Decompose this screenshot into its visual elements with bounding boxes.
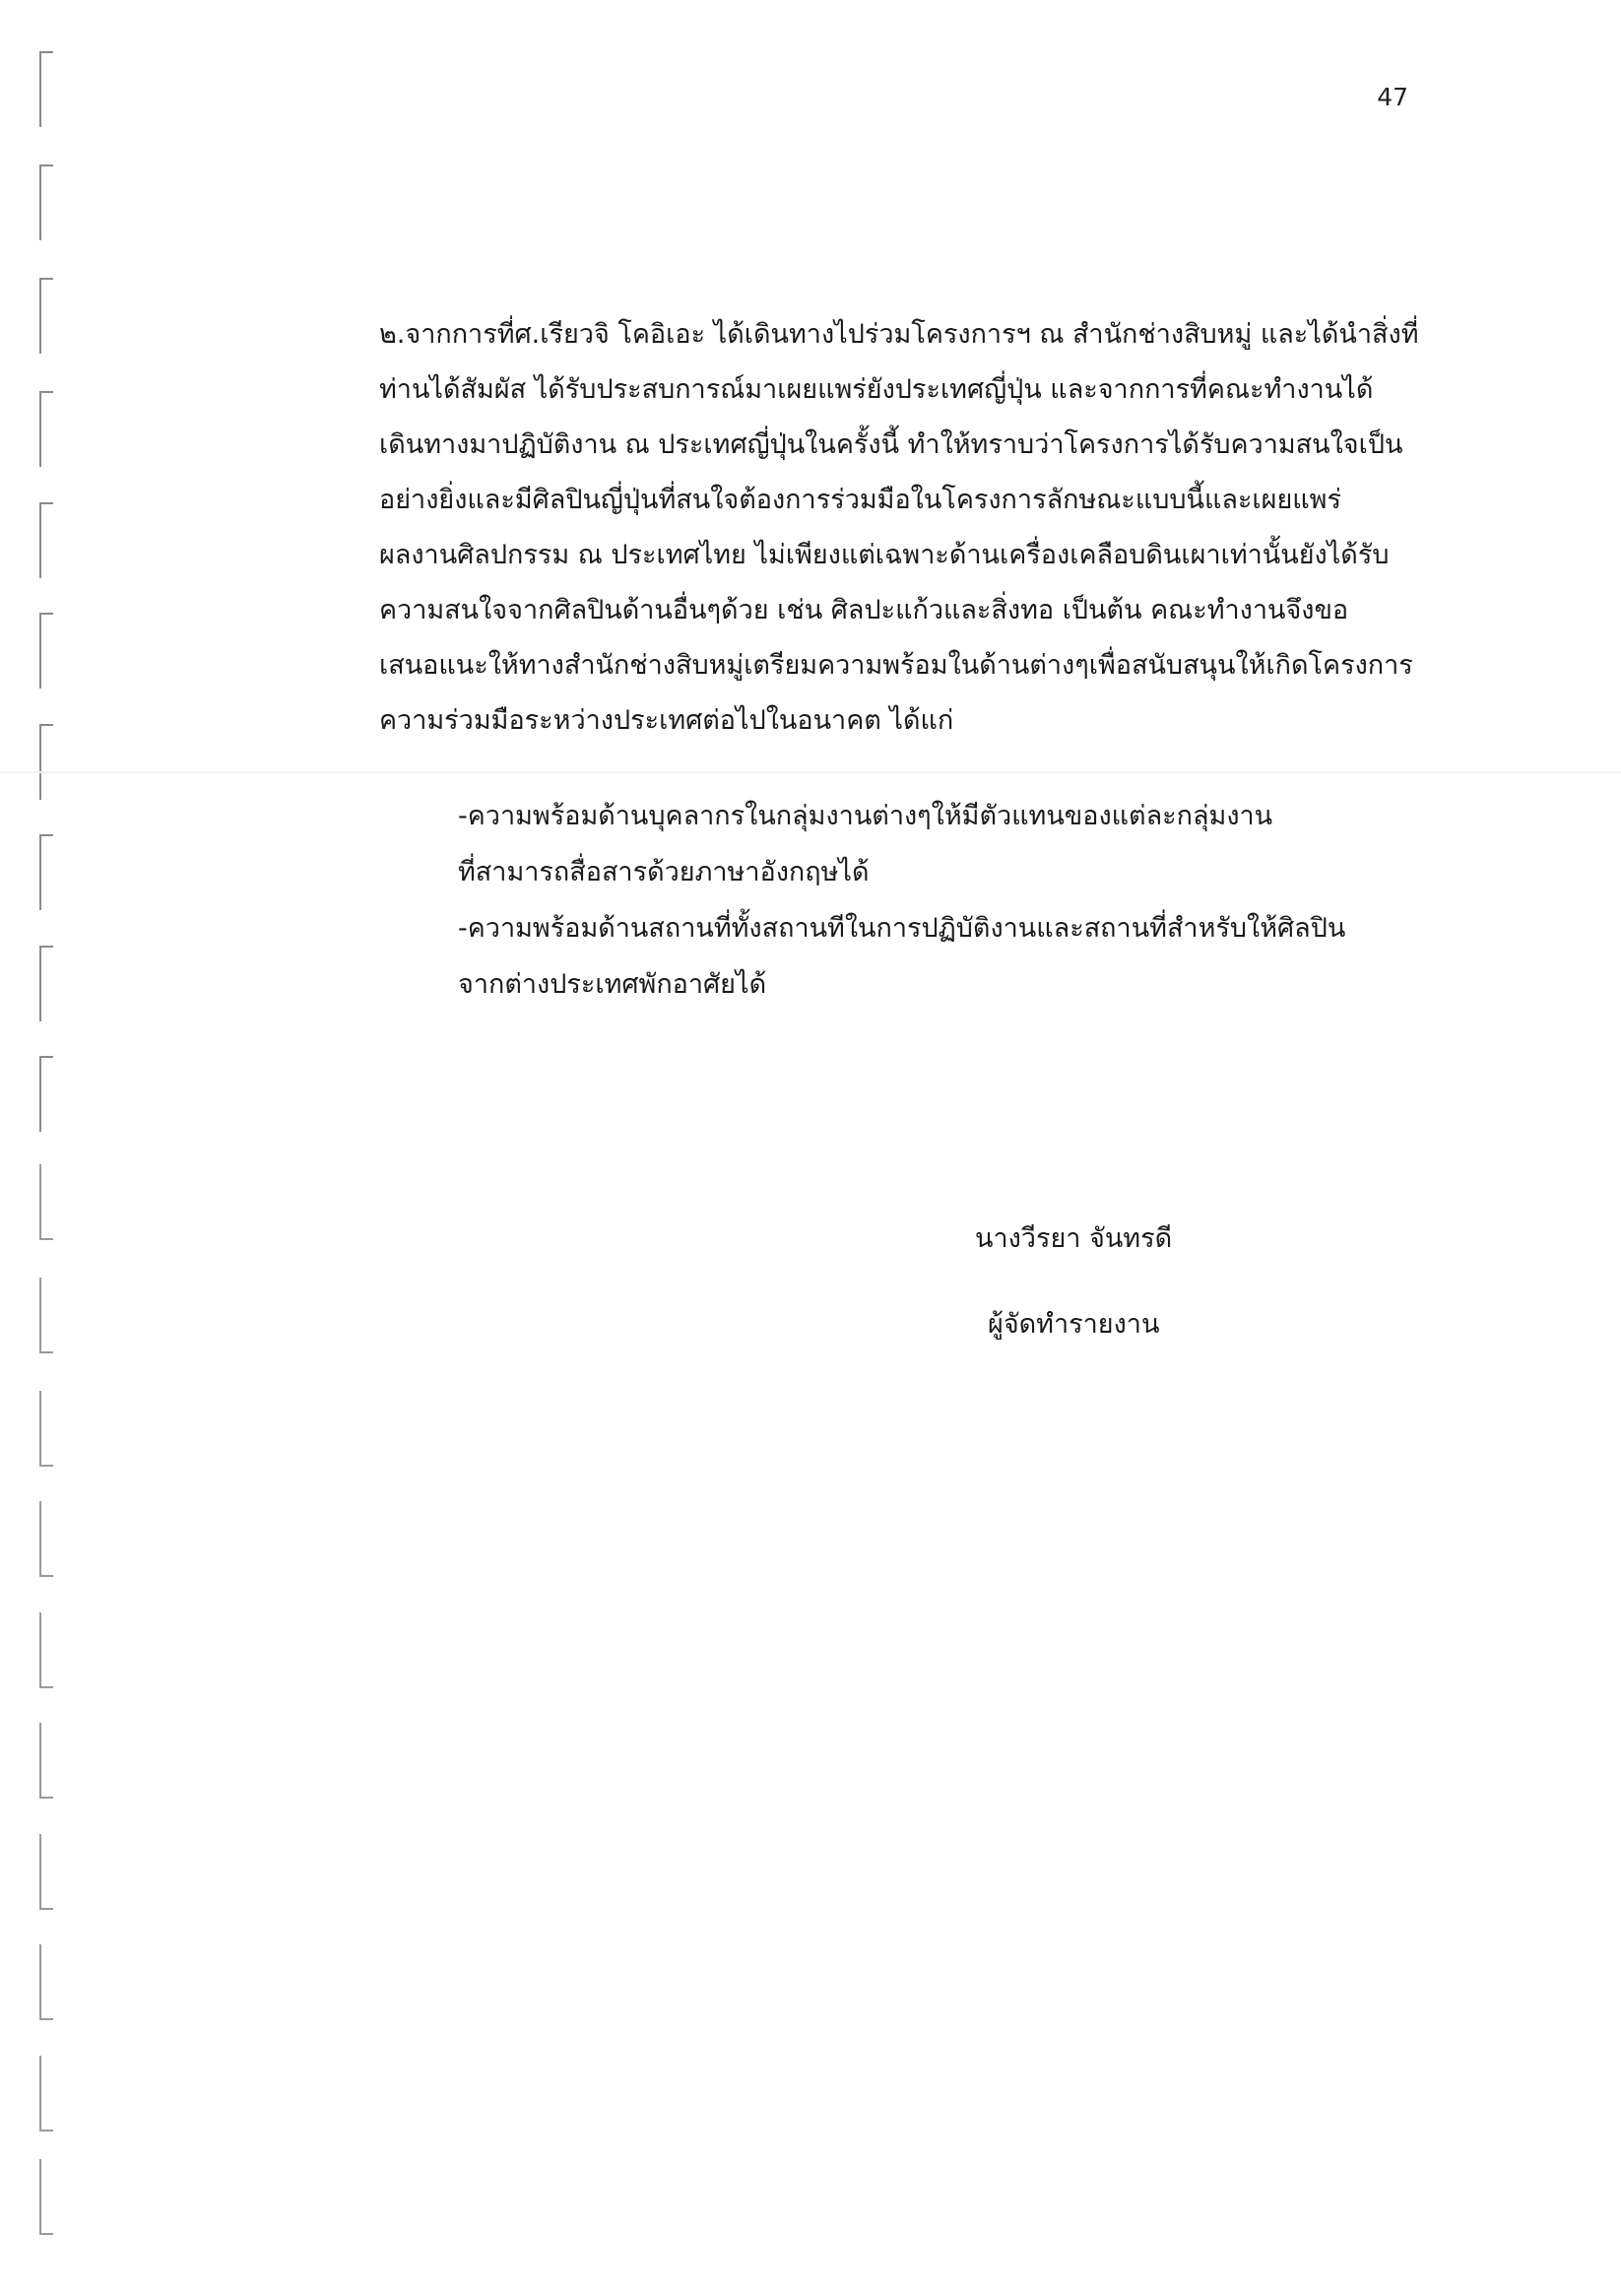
- binding-mark: [39, 164, 53, 240]
- binding-mark: [39, 946, 53, 1021]
- binding-mark: [39, 724, 53, 800]
- scan-fold-line: [0, 771, 1621, 773]
- binding-mark: [39, 1501, 53, 1577]
- signature-block: [970, 1219, 1364, 1345]
- binding-mark: [39, 2056, 53, 2132]
- recommendation-list: [458, 788, 1443, 1013]
- paragraph-line: ผลงานศิลปกรรม ณ ประเทศไทย ไม่เพียงแต่เฉพาะด้านเครื่องเคลือบดินเผาเท่านั้นยังได้รับ: [379, 540, 1390, 570]
- paragraph-line: เสนอแนะให้ทางสำนักช่างสิบหมู่เตรียมความพร้อมในด้านต่างๆเพื่อสนับสนุนให้เกิดโครงการ: [379, 650, 1413, 681]
- binding-marks: [39, 51, 59, 2258]
- binding-mark: [39, 1278, 53, 1353]
- list-item: ที่สามารถสื่อสารด้วยภาษาอังกฤษได้: [458, 857, 870, 887]
- binding-mark: [39, 1391, 53, 1467]
- list-item: จากต่างประเทศพักอาศัยได้: [458, 969, 767, 1000]
- paragraph-line: ความร่วมมือระหว่างประเทศต่อไปในอนาคต ได้แก่: [379, 705, 954, 736]
- page-number: 47: [1377, 83, 1408, 111]
- signatory-role: ผู้จัดทำรายงาน: [988, 1309, 1160, 1340]
- paragraph-line: ๒.จากการที่ศ.เรียวจิ โคอิเอะ ได้เดินทางไปร่วมโครงการฯ ณ สำนักช่างสิบหมู่ และได้นำสิ่งที่: [379, 319, 1419, 350]
- binding-mark: [39, 1834, 53, 1910]
- binding-mark: [39, 834, 53, 910]
- binding-mark: [39, 502, 53, 578]
- body-paragraph: [379, 307, 1462, 749]
- paragraph-line: อย่างยิ่งและมีศิลปินญี่ปุ่นที่สนใจต้องการร่วมมือในโครงการลักษณะแบบนี้และเผยแพร่: [379, 485, 1341, 515]
- list-item: -ความพร้อมด้านสถานที่ทั้งสถานทีในการปฏิบัติงานและสถานที่สำหรับให้ศิลปิน: [458, 913, 1346, 944]
- list-item: -ความพร้อมด้านบุคลากรในกลุ่มงานต่างๆให้มีตัวแทนของแต่ละกลุ่มงาน: [458, 801, 1273, 831]
- binding-mark: [39, 1164, 53, 1240]
- binding-mark: [39, 1944, 53, 2020]
- paragraph-line: ความสนใจจากศิลปินด้านอื่นๆด้วย เช่น ศิลปะแก้วและสิ่งทอ เป็นต้น คณะทำงานจึงขอ: [379, 595, 1349, 625]
- binding-mark: [39, 51, 53, 127]
- paragraph-line: ท่านได้สัมผัส ได้รับประสบการณ์มาเผยแพร่ยังประเทศญี่ปุ่น และจากการที่คณะทำงานได้: [379, 374, 1374, 405]
- binding-mark: [39, 1723, 53, 1799]
- binding-mark: [39, 2159, 53, 2235]
- binding-mark: [39, 1612, 53, 1688]
- binding-mark: [39, 1056, 53, 1132]
- paragraph-line: เดินทางมาปฏิบัติงาน ณ ประเทศญี่ปุ่นในครั้งนี้ ทำให้ทราบว่าโครงการได้รับความสนใจเป็น: [379, 429, 1403, 460]
- binding-mark: [39, 278, 53, 354]
- binding-mark: [39, 613, 53, 689]
- binding-mark: [39, 391, 53, 467]
- signatory-name: นางวีรยา จันทรดี: [975, 1223, 1173, 1254]
